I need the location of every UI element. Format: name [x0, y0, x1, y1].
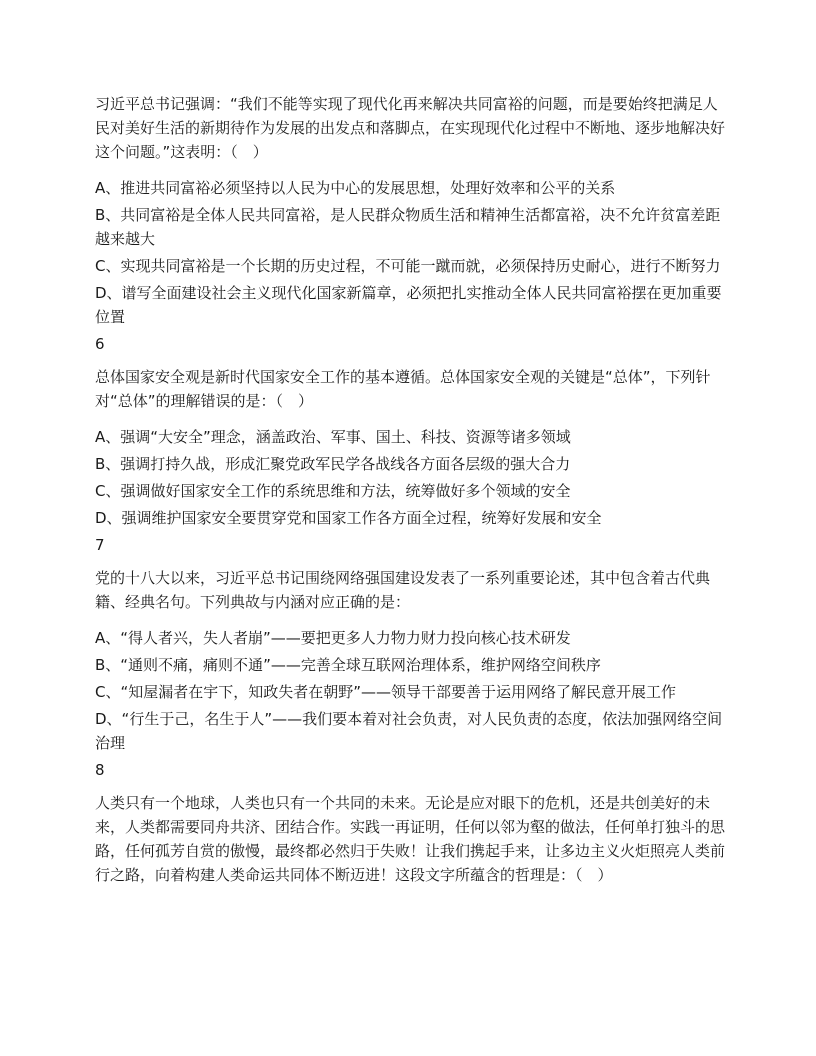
option-d: D、谱写全面建设社会主义现代化国家新篇章，必须把扎实推动全体人民共同富裕摆在更加重要位置: [95, 284, 722, 326]
question-6: [95, 332, 725, 530]
option-a: A、强调“大安全”理念，涵盖政治、军事、国土、科技、资源等诸多领域: [95, 428, 571, 446]
option-b: B、共同富裕是全体人民共同富裕，是人民群众物质生活和精神生活都富裕，决不允许贫富差距越来越大: [95, 206, 721, 248]
option-d: D、“行生于己，名生于人”——我们要本着对社会负责，对人民负责的态度，依法加强网络空间治理: [95, 710, 723, 752]
question-8: [95, 758, 725, 887]
question-number: 6: [95, 335, 105, 353]
question-7: [95, 533, 725, 755]
question-stem: 总体国家安全观是新时代国家安全工作的基本遵循。总体国家安全观的关键是“总体”，下列针对“总体”的理解错误的是：（ ）: [95, 368, 711, 410]
question-number: 8: [95, 761, 105, 779]
option-list: [95, 626, 725, 755]
question-stem: 党的十八大以来，习近平总书记围绕网络强国建设发表了一系列重要论述，其中包含着古代典籍、经典名句。下列典故与内涵对应正确的是：: [95, 569, 711, 611]
option-b: B、强调打持久战，形成汇聚党政军民学各战线各方面各层级的强大合力: [95, 455, 571, 473]
option-list: [95, 176, 725, 329]
question-stem: 习近平总书记强调：“我们不能等实现了现代化再来解决共同富裕的问题，而是要始终把满足人民对美好生活的新期待作为发展的出发点和落脚点，在实现现代化过程中不断地、逐步地解决好这个问题。”这表明：（ ）: [95, 95, 726, 161]
question-number: 7: [95, 536, 105, 554]
option-b: B、“通则不痛，痛则不通”——完善全球互联网治理体系，维护网络空间秩序: [95, 656, 601, 674]
document-page: [95, 92, 725, 899]
option-d: D、强调维护国家安全要贯穿党和国家工作各方面全过程，统筹好发展和安全: [95, 509, 602, 527]
question-5: [95, 92, 725, 329]
question-stem: 人类只有一个地球，人类也只有一个共同的未来。无论是应对眼下的危机，还是共创美好的未来，人类都需要同舟共济、团结合作。实践一再证明，任何以邻为壑的做法，任何单打独斗的思路，任何孤芳自赏的傲慢，最终都必然归于失败！让我们携起手来，让多边主义火炬照亮人类前行之路，向着构建人类命运共同体不断迈进！这段文字所蕴含的哲理是：（ ）: [95, 794, 726, 884]
option-a: A、推进共同富裕必须坚持以人民为中心的发展思想，处理好效率和公平的关系: [95, 179, 616, 197]
option-a: A、“得人者兴，失人者崩”——要把更多人力物力财力投向核心技术研发: [95, 629, 571, 647]
option-c: C、实现共同富裕是一个长期的历史过程，不可能一蹴而就，必须保持历史耐心，进行不断努力: [95, 257, 721, 275]
option-c: C、“知屋漏者在宇下，知政失者在朝野”——领导干部要善于运用网络了解民意开展工作: [95, 683, 677, 701]
option-list: [95, 425, 725, 530]
option-c: C、强调做好国家安全工作的系统思维和方法，统筹做好多个领域的安全: [95, 482, 571, 500]
